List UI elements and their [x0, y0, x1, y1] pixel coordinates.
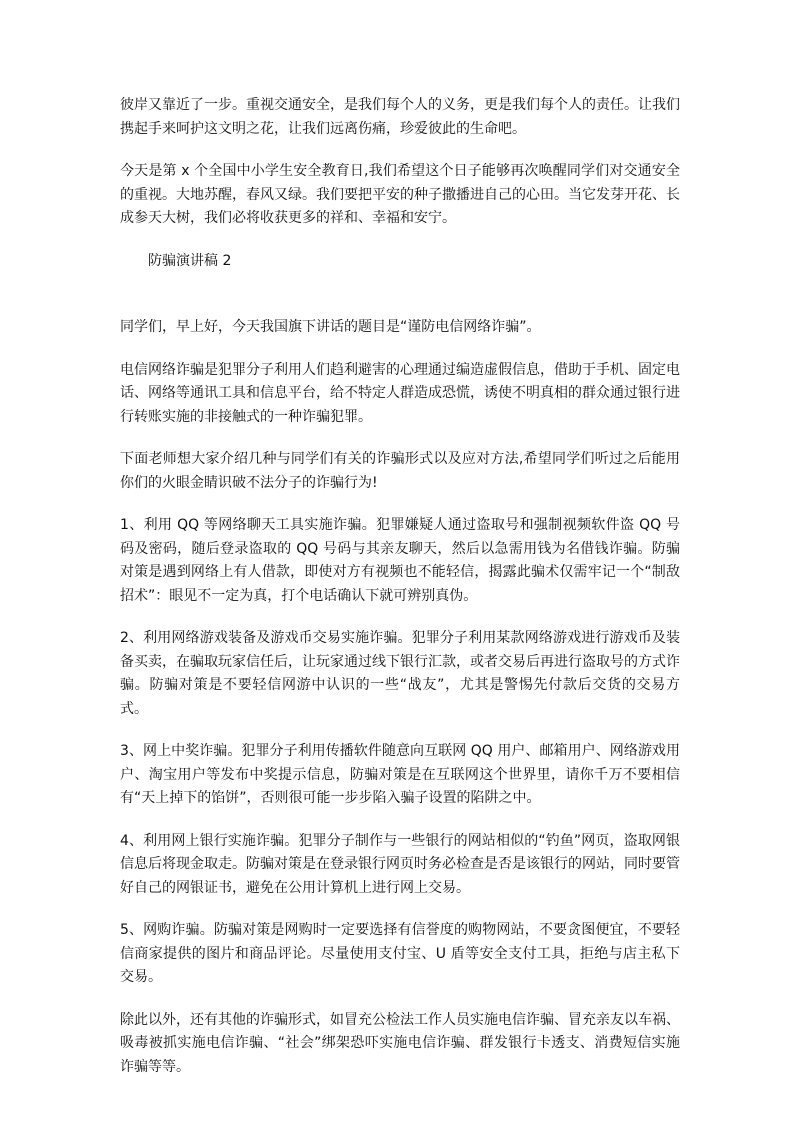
- paragraph-introduction: 下面老师想大家介绍几种与同学们有关的诈骗形式以及应对方法,希望同学们听过之后能用你们的火眼金睛识破不法分子的诈骗行为!: [120, 451, 680, 491]
- paragraph-definition: 电信网络诈骗是犯罪分子利用人们趋利避害的心理通过编造虚假信息，借助于手机、固定电话、网络等通讯工具和信息平台，给不特定人群造成恐慌，诱使不明真相的群众通过银行进行转账实施的非接触式的一种诈骗犯罪。: [120, 361, 680, 425]
- section-heading: 防骗演讲稿 2: [148, 252, 232, 269]
- document-page: [120, 94, 680, 1098]
- paragraph-item-4: 4、利用网上银行实施诈骗。犯罪分子制作与一些银行的网站相似的“钓鱼”网页，盗取网银信息后将现金取走。防骗对策是在登录银行网页时务必检查是否是该银行的网站，同时要管好自己的网银证书，避免在公用计算机上进行网上交易。: [120, 832, 680, 896]
- paragraph-item-5: 5、网购诈骗。防骗对策是网购时一定要选择有信誉度的购物网站，不要贪图便宜，不要轻信商家提供的图片和商品评论。尽量使用支付宝、U 盾等安全支付工具，拒绝与店主私下交易。: [120, 922, 680, 985]
- paragraph-item-1: 1、利用 QQ 等网络聊天工具实施诈骗。犯罪嫌疑人通过盗取号和强制视频软件盗 QQ 号码及密码，随后登录盗取的 QQ 号码与其亲友聊天，然后以急需用钱为名借钱诈骗。防骗对策是遇到网络上有人借款，即使对方有视频也不能轻信，揭露此骗术仅需牢记一个“制敌招术”：眼见不一定为真，打个电话确认下就可辨别真伪。: [120, 517, 680, 604]
- paragraph-safety-responsibility: 彼岸又靠近了一步。重视交通安全，是我们每个人的义务，更是我们每个人的责任。让我们携起手来呵护这文明之花，让我们远离伤痛，珍爱彼此的生命吧。: [120, 97, 680, 137]
- paragraph-item-3: 3、网上中奖诈骗。犯罪分子利用传播软件随意向互联网 QQ 用户、邮箱用户、网络游戏用户、淘宝用户等发布中奖提示信息，防骗对策是在互联网这个世界里，请你千万不要相信有“天上掉下的馅饼”，否则很可能一步步陷入骗子设置的陷阱之中。: [120, 743, 680, 806]
- paragraph-item-2: 2、利用网络游戏装备及游戏币交易实施诈骗。犯罪分子利用某款网络游戏进行游戏币及装备买卖，在骗取玩家信任后，让玩家通过线下银行汇款，或者交易后再进行盗取号的方式诈骗。防骗对策是不要轻信网游中认识的一些“战友”，尤其是警惕先付款后交货的交易方式。: [120, 630, 680, 717]
- paragraph-other-forms: 除此以外，还有其他的诈骗形式，如冒充公检法工作人员实施电信诈骗、冒充亲友以车祸、吸毒被抓实施电信诈骗、“社会”绑架恐吓实施电信诈骗、群发银行卡透支、消费短信实施诈骗等等。: [120, 1011, 680, 1075]
- paragraph-greeting: 同学们，早上好，今天我国旗下讲话的题目是“谨防电信网络诈骗”。: [120, 319, 541, 335]
- paragraph-safety-education-day: 今天是第 x 个全国中小学生安全教育日,我们希望这个日子能够再次唤醒同学们对交通安全的重视。大地苏醒，春风又绿。我们要把平安的种子撒播进自己的心田。当它发芽开花、长成参天大树，我们必将收获更多的祥和、幸福和安宁。: [120, 163, 680, 226]
